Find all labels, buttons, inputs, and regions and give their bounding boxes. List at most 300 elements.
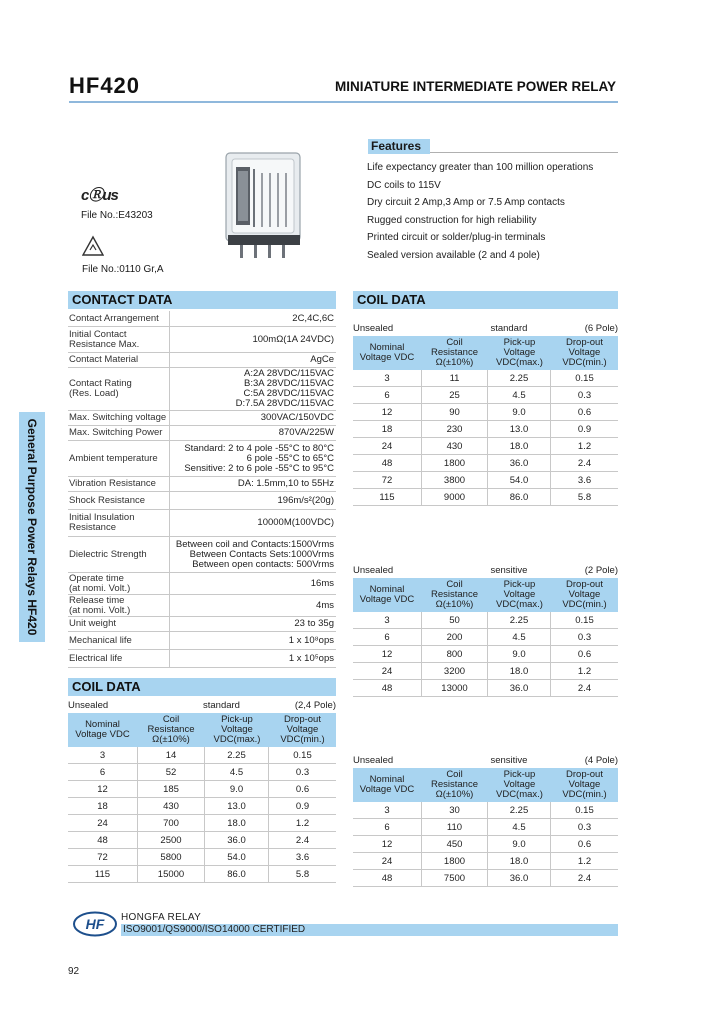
contact-data-label-line: Electrical life [69, 652, 123, 664]
coil-header-line: VDC(min.) [280, 734, 325, 745]
coil-table-cell: 52 [137, 764, 205, 780]
contact-data-label-line: Resistance [69, 522, 116, 533]
coil-header-line: VDC(max.) [496, 357, 543, 368]
coil-table-cell: 13.0 [205, 798, 269, 814]
coil-table-cell: 430 [137, 798, 205, 814]
coil-header-line: Resistance [431, 347, 478, 358]
coil-table-mode: sensitive [490, 565, 528, 576]
coil-table-cell: 11 [421, 370, 488, 386]
coil-table-row [353, 870, 618, 887]
coil-table-cell: 0.9 [295, 800, 310, 812]
contact-data-value-line: 100mΩ(1A 24VDC) [252, 333, 334, 345]
coil-header-resistance [421, 578, 488, 612]
coil-table-type: Unsealed [68, 700, 109, 711]
coil-header-lines [148, 715, 195, 745]
contact-data-value [170, 492, 336, 509]
coil-header-resistance [137, 713, 205, 747]
coil-table-poles: (6 Pole) [584, 323, 618, 334]
coil-header-nominal [68, 713, 137, 747]
coil-table-cell: 230 [421, 421, 488, 437]
coil-table-standard-6pole [353, 322, 618, 506]
coil-table-cell: 18.0 [205, 815, 269, 831]
coil-table-cell: 4.5 [488, 629, 551, 645]
coil-table-cell: 0.3 [295, 766, 310, 778]
contact-data-value-line: 1 x 10⁸ops [288, 634, 334, 646]
coil-table-cell: 0.3 [577, 631, 592, 643]
contact-data-label [68, 441, 170, 476]
coil-table-cell: 1.2 [577, 855, 592, 867]
contact-data-value [170, 441, 336, 476]
coil-table-cell: 72 [381, 474, 393, 486]
coil-table-caption [353, 322, 618, 336]
coil-table-cell: 48 [381, 457, 393, 469]
relay-product-image [218, 145, 310, 260]
contact-data-label [68, 510, 170, 536]
contact-data-value-line: Between coil and Contacts:1500Vrms [175, 538, 334, 550]
coil-table-row [353, 387, 618, 404]
contact-data-label [68, 411, 170, 425]
coil-table-cell: 24 [97, 817, 108, 829]
coil-header-line: Voltage [503, 779, 536, 790]
coil-header-line: VDC(max.) [496, 789, 543, 800]
contact-data-heading: CONTACT DATA [68, 291, 336, 309]
contact-data-row [68, 595, 336, 617]
contact-data-label-lines [69, 550, 147, 560]
coil-table-cell: 110 [421, 819, 488, 835]
contact-data-label [68, 632, 170, 649]
contact-data-value-line: Sensitive: 2 to 6 pole -55°C to 95°C [184, 462, 334, 474]
coil-table-row [353, 489, 618, 506]
coil-table-cell: 7500 [421, 870, 488, 886]
contact-data-value [170, 426, 336, 440]
coil-header-dropout [269, 713, 336, 747]
contact-data-value [170, 537, 336, 572]
contact-data-label [68, 311, 170, 326]
contact-data-row [68, 510, 336, 537]
contact-data-label [68, 477, 170, 491]
coil-table-cell: 0.6 [577, 838, 592, 850]
contact-data-value-line: 196m/s²(20g) [277, 494, 334, 506]
ul-certification-mark [81, 184, 118, 205]
coil-table-row [353, 438, 618, 455]
contact-data-value-line: 870VA/225W [278, 427, 334, 438]
coil-table-cell: 2.25 [488, 612, 551, 628]
contact-data-label-lines [69, 596, 130, 616]
contact-data-value [170, 311, 336, 326]
coil-table-cell: 4.5 [488, 819, 551, 835]
coil-table-cell: 0.6 [295, 783, 310, 795]
contact-data-label [68, 650, 170, 667]
coil-table-row [353, 663, 618, 680]
contact-data-value [170, 617, 336, 631]
contact-data-row [68, 327, 336, 353]
coil-header-line: Coil [162, 714, 180, 725]
contact-data-row [68, 477, 336, 492]
coil-header-line: Voltage VDC [359, 352, 415, 363]
coil-table-row [353, 819, 618, 836]
coil-table-cell: 18 [97, 800, 108, 812]
coil-header-pickup [488, 578, 551, 612]
ul-mark-text: cⓇus [81, 187, 118, 204]
coil-header-line: Coil [446, 337, 463, 348]
coil-table-cell: 14 [137, 747, 205, 763]
coil-header-pickup [488, 336, 551, 370]
contact-data-label-line: Contact Rating [69, 378, 132, 389]
coil-table-sensitive-2pole [353, 564, 618, 697]
coil-table-cell: 0.15 [575, 614, 594, 626]
coil-table-cell: 30 [421, 802, 488, 818]
contact-data-row [68, 311, 336, 327]
coil-table-row [353, 612, 618, 629]
coil-table-type: Unsealed [353, 565, 394, 576]
coil-header-lines [280, 715, 324, 745]
coil-table-cell: 450 [421, 836, 488, 852]
contact-data-value-line: Standard: 2 to 4 pole -55°C to 80°C [184, 442, 334, 454]
coil-table-type: Unsealed [353, 323, 394, 334]
coil-table-cell: 24 [381, 855, 393, 867]
contact-data-value-line: AgCe [310, 354, 334, 365]
contact-data-label-lines [69, 619, 116, 629]
coil-table-cell: 9.0 [488, 836, 551, 852]
coil-header-line: Resistance [431, 589, 478, 600]
coil-table-mode: standard [490, 323, 528, 334]
coil-header-line: Coil [446, 769, 463, 780]
coil-data-heading-right: COIL DATA [353, 291, 618, 309]
contact-data-value [170, 595, 336, 616]
contact-data-row [68, 441, 336, 477]
coil-header-lines [496, 580, 543, 610]
coil-table-cell: 4.5 [488, 387, 551, 403]
coil-header-line: Nominal [369, 342, 405, 353]
contact-data-label [68, 537, 170, 572]
coil-table-cell: 36.0 [488, 870, 551, 886]
coil-table-cell: 0.6 [577, 648, 592, 660]
coil-header-line: VDC(min.) [562, 357, 607, 368]
coil-table-poles: (4 Pole) [584, 755, 618, 766]
contact-data-value-line: D:7.5A 28VDC/115VAC [235, 398, 334, 409]
coil-table-cell: 4.5 [205, 764, 269, 780]
coil-table-cell: 9.0 [488, 404, 551, 420]
coil-table-header [353, 336, 618, 370]
coil-header-line: Voltage VDC [359, 784, 415, 795]
feature-item: Sealed version available (2 and 4 pole) [367, 249, 540, 261]
coil-table-cell: 0.15 [293, 749, 312, 761]
coil-header-line: Ω(±10%) [435, 599, 474, 610]
contact-data-value [170, 650, 336, 667]
coil-table-cell: 2.4 [577, 457, 592, 469]
page-header [69, 73, 618, 103]
coil-table-row [68, 866, 336, 883]
tuv-triangle-icon [82, 235, 104, 257]
contact-data-label-lines [69, 413, 166, 423]
coil-header-nominal [353, 768, 421, 802]
coil-table-cell: 18 [381, 423, 393, 435]
coil-table-cell: 3.6 [577, 474, 592, 486]
coil-header-line: Pick-up [503, 337, 536, 348]
contact-data-value-line: Between Contacts Sets:1000Vrms [189, 548, 334, 560]
contact-data-label [68, 595, 170, 616]
tuv-file-number: File No.:0110 Gr,A [82, 264, 164, 275]
coil-table-cell: 2.25 [205, 747, 269, 763]
coil-table-cell: 1800 [421, 455, 488, 471]
contact-data-value [170, 353, 336, 367]
coil-table-cell: 48 [381, 682, 393, 694]
contact-data-label-lines [69, 496, 145, 506]
coil-header-lines [360, 775, 414, 795]
coil-table-cell: 72 [97, 851, 108, 863]
coil-header-line: Pick-up [221, 714, 253, 725]
coil-table-cell: 3 [384, 372, 390, 384]
contact-data-label-line: (Res. Load) [69, 388, 119, 399]
coil-table-row [353, 629, 618, 646]
coil-header-dropout [551, 336, 618, 370]
contact-data-row [68, 368, 336, 411]
coil-table-cell: 115 [94, 868, 111, 880]
contact-data-label-line: Operate time [69, 572, 124, 584]
coil-table-cell: 800 [421, 646, 488, 662]
company-name: HONGFA RELAY [121, 912, 202, 923]
model-title: HF420 [69, 73, 141, 98]
contact-data-label-line: Vibration Resistance [69, 478, 156, 489]
coil-table-cell: 18.0 [488, 663, 551, 679]
coil-table-cell: 1.2 [295, 817, 310, 829]
coil-header-lines [431, 338, 478, 368]
contact-data-label-lines [69, 636, 132, 646]
contact-data-value [170, 632, 336, 649]
contact-data-label-lines [69, 330, 139, 350]
coil-table-cell: 0.3 [577, 821, 592, 833]
contact-data-row [68, 650, 336, 668]
hongfa-logo [72, 911, 118, 937]
features-heading: Features [368, 139, 430, 154]
coil-table-row [68, 781, 336, 798]
coil-header-lines [214, 715, 261, 745]
contact-data-label [68, 492, 170, 509]
contact-data-table [68, 311, 336, 668]
coil-table-row [353, 421, 618, 438]
contact-data-label [68, 327, 170, 352]
coil-table-cell: 115 [379, 491, 395, 503]
contact-data-row [68, 537, 336, 573]
coil-table-mode: sensitive [490, 755, 528, 766]
coil-table-cell: 86.0 [205, 866, 269, 882]
contact-data-value [170, 411, 336, 425]
coil-table-cell: 0.9 [577, 423, 592, 435]
coil-table-cell: 2.4 [577, 872, 592, 884]
coil-table-cell: 12 [97, 783, 108, 795]
coil-table-cell: 6 [384, 821, 390, 833]
coil-table-poles: (2,4 Pole) [294, 700, 336, 711]
coil-header-lines [431, 770, 478, 800]
coil-table-row [68, 849, 336, 866]
coil-table-cell: 36.0 [488, 680, 551, 696]
coil-header-lines [496, 338, 543, 368]
contact-data-label-line: Dielectric Strength [69, 548, 147, 560]
coil-table-cell: 24 [381, 440, 393, 452]
coil-header-line: Drop-out [284, 714, 321, 725]
contact-data-value [170, 510, 336, 536]
coil-table-row [353, 680, 618, 697]
coil-table-cell: 15000 [137, 866, 205, 882]
contact-data-value-line: 23 to 35g [294, 618, 334, 629]
coil-table-sensitive-4pole [353, 754, 618, 887]
contact-data-value-line: 4ms [316, 599, 334, 611]
contact-data-label-lines [69, 379, 132, 399]
coil-table-cell: 6 [384, 631, 390, 643]
coil-header-line: VDC(min.) [562, 599, 607, 610]
coil-header-line: Voltage VDC [359, 594, 415, 605]
contact-data-value-line: 1 x 10⁵ops [288, 652, 334, 664]
contact-data-label-lines [69, 355, 138, 365]
coil-table-cell: 0.15 [575, 804, 594, 816]
coil-table-mode: standard [202, 700, 240, 711]
coil-table-cell: 2.4 [577, 682, 592, 694]
coil-table-type: Unsealed [353, 755, 394, 766]
coil-header-lines [496, 770, 543, 800]
coil-header-line: Drop-out [566, 337, 603, 348]
coil-header-line: Pick-up [503, 769, 536, 780]
coil-table-row [353, 853, 618, 870]
coil-table-cell: 9000 [421, 489, 488, 505]
coil-table-cell: 430 [421, 438, 488, 454]
coil-table-cell: 48 [381, 872, 393, 884]
contact-data-label-lines [69, 454, 158, 464]
coil-table-cell: 1.2 [577, 440, 592, 452]
feature-item: Printed circuit or solder/plug-in terminals [367, 232, 546, 243]
coil-header-lines [562, 580, 606, 610]
coil-header-line: Resistance [147, 724, 195, 735]
contact-data-label-line: Mechanical life [69, 634, 132, 646]
contact-data-row [68, 492, 336, 510]
contact-data-label [68, 573, 170, 594]
feature-item: Dry circuit 2 Amp,3 Amp or 7.5 Amp contacts [367, 197, 565, 208]
coil-header-lines [562, 770, 606, 800]
coil-table-cell: 185 [137, 781, 205, 797]
coil-table-cell: 3800 [421, 472, 488, 488]
contact-data-value [170, 573, 336, 594]
coil-header-line: Voltage VDC [75, 729, 130, 740]
contact-data-label-line: Contact Material [69, 354, 139, 365]
coil-header-line: Ω(±10%) [435, 789, 474, 800]
contact-data-label-lines [69, 314, 159, 324]
contact-data-label-line: Contact Arrangement [69, 312, 159, 324]
contact-data-label-line: Release time [69, 594, 125, 606]
coil-table-cell: 3 [99, 749, 106, 761]
contact-data-row [68, 411, 336, 426]
coil-table-cell: 3200 [421, 663, 488, 679]
coil-table-poles: (2 Pole) [584, 565, 618, 576]
coil-header-lines [360, 343, 414, 363]
coil-table-cell: 2.25 [488, 370, 551, 386]
coil-table-row [68, 798, 336, 815]
coil-table-cell: 5800 [137, 849, 205, 865]
coil-table-cell: 48 [97, 834, 108, 846]
coil-table-row [68, 764, 336, 781]
coil-table-cell: 9.0 [488, 646, 551, 662]
coil-table-cell: 5.8 [295, 868, 310, 880]
contact-data-label-line: Shock Resistance [69, 494, 146, 506]
contact-data-label [68, 353, 170, 367]
coil-header-line: Voltage [503, 347, 536, 358]
features-divider [430, 152, 618, 153]
coil-header-line: Voltage [568, 779, 601, 790]
contact-data-label-line: Ambient temperature [69, 452, 158, 464]
contact-data-label-line: (at nomi. Volt.) [69, 604, 131, 616]
coil-table-header [353, 768, 618, 802]
contact-data-label-line: Max. Switching voltage [69, 412, 167, 423]
coil-header-lines [431, 580, 478, 610]
coil-header-line: Nominal [85, 719, 120, 730]
coil-header-lines [75, 720, 129, 740]
coil-table-row [68, 832, 336, 849]
contact-data-value [170, 477, 336, 491]
coil-table-cell: 25 [421, 387, 488, 403]
coil-table-cell: 5.8 [577, 491, 592, 503]
coil-header-lines [360, 585, 414, 605]
coil-table-cell: 2.4 [295, 834, 310, 846]
coil-table-cell: 3 [384, 614, 390, 626]
coil-table-standard-2-4pole [68, 699, 336, 883]
coil-table-cell: 1.2 [577, 665, 592, 677]
coil-table-cell: 54.0 [488, 472, 551, 488]
coil-table-row [353, 472, 618, 489]
coil-table-caption [353, 564, 618, 578]
coil-table-row [353, 646, 618, 663]
coil-table-row [68, 747, 336, 764]
contact-data-label-lines [69, 428, 162, 438]
contact-data-label-lines [69, 513, 134, 533]
coil-header-dropout [551, 768, 618, 802]
feature-item: Rugged construction for high reliability [367, 214, 537, 226]
coil-table-row [68, 815, 336, 832]
coil-header-line: Voltage [568, 589, 601, 600]
contact-data-value-line: 16ms [310, 577, 334, 589]
coil-table-cell: 24 [381, 665, 393, 677]
contact-data-value-line: Between open contacts: 500Vrms [192, 558, 334, 570]
coil-header-line: Resistance [431, 779, 478, 790]
contact-data-label-lines [69, 574, 130, 594]
contact-data-label [68, 368, 170, 410]
coil-header-line: VDC(max.) [496, 599, 543, 610]
ul-file-number: File No.:E43203 [81, 210, 153, 221]
coil-table-cell: 3.6 [295, 851, 310, 863]
contact-data-label-line: Resistance Max. [69, 338, 140, 350]
coil-table-cell: 12 [381, 838, 393, 850]
side-banner-text: General Purpose Power Relays HF420 [25, 418, 39, 636]
coil-table-cell: 0.3 [577, 389, 592, 401]
contact-data-label [68, 617, 170, 631]
coil-table-cell: 2.25 [488, 802, 551, 818]
contact-data-value-line: A:2A 28VDC/115VAC [244, 368, 334, 379]
contact-data-value-line: 6 pole -55°C to 65°C [246, 452, 334, 464]
coil-header-line: Drop-out [566, 579, 603, 590]
coil-header-line: Voltage [286, 724, 319, 735]
coil-table-header [68, 713, 336, 747]
coil-table-row [353, 370, 618, 387]
coil-table-cell: 18.0 [488, 438, 551, 454]
side-banner [19, 412, 45, 642]
coil-table-cell: 18.0 [488, 853, 551, 869]
coil-table-cell: 90 [421, 404, 488, 420]
coil-table-cell: 13000 [421, 680, 488, 696]
coil-data-heading-left: COIL DATA [68, 678, 336, 696]
contact-data-row [68, 426, 336, 441]
coil-table-cell: 6 [99, 766, 106, 778]
coil-header-resistance [421, 768, 488, 802]
certification-bar: ISO9001/QS9000/ISO14000 CERTIFIED [121, 924, 618, 936]
contact-data-label [68, 426, 170, 440]
coil-table-cell: 3 [384, 804, 390, 816]
